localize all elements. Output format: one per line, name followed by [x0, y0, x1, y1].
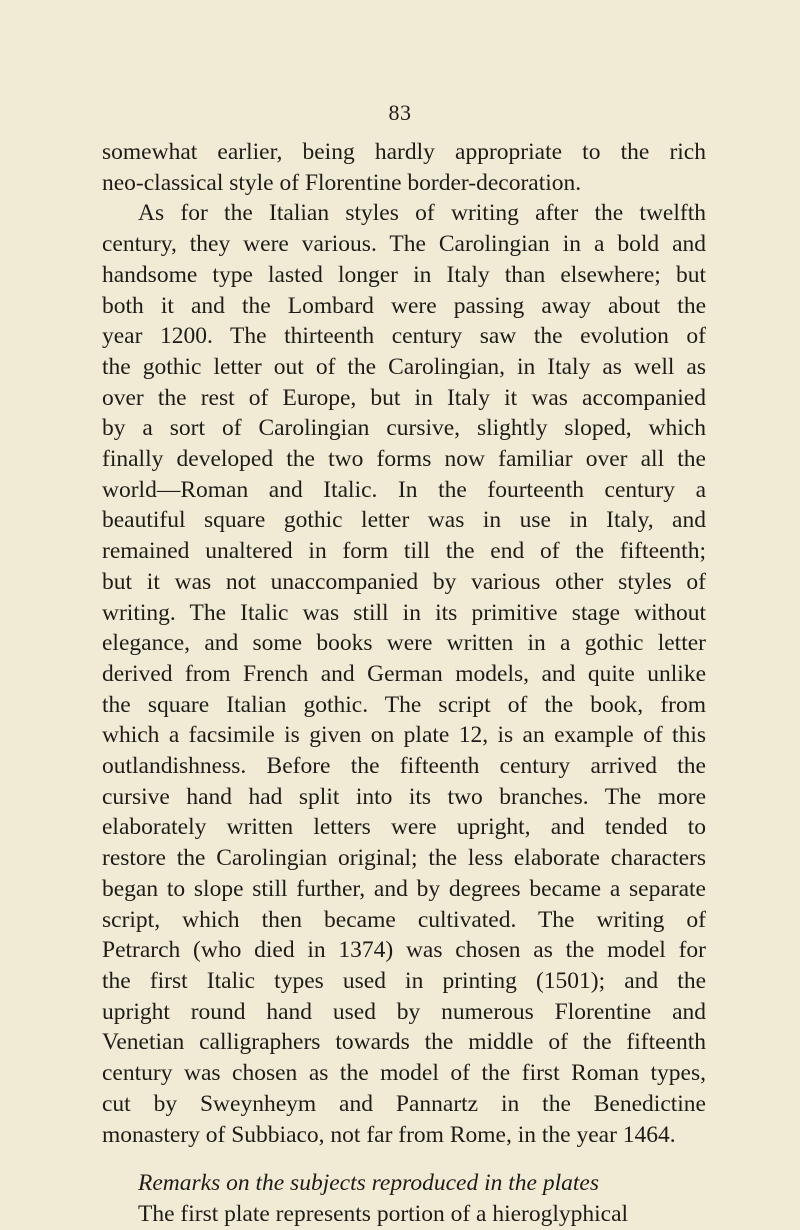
text-line: writing. The Italic was still in its primitive stage without — [102, 599, 706, 626]
text-line: outlandishness. Before the fifteenth century arrived the — [102, 753, 706, 780]
text-line: finally developed the two forms now familiar over all the — [102, 446, 706, 473]
body-text — [102, 137, 706, 1230]
text-line: upright round hand used by numerous Florentine and — [102, 998, 706, 1025]
text-line: by a sort of Carolingian cursive, slightly sloped, which — [102, 415, 706, 442]
text-line: the first Italic types used in printing (1501); and the — [102, 967, 706, 994]
text-line: derived from French and German models, and quite unlike — [102, 660, 706, 687]
text-line: century, they were various. The Carolingian in a bold and — [102, 231, 706, 258]
text-line: handsome type lasted longer in Italy than elsewhere; but — [102, 261, 706, 288]
text-line: Venetian calligraphers towards the middle of the fifteenth — [102, 1029, 706, 1056]
text-line: the gothic letter out of the Carolingian, in Italy as well as — [102, 353, 706, 380]
text-line: neo-classical style of Florentine border-decoration. — [102, 169, 582, 196]
section-heading: Remarks on the subjects reproduced in the plates — [138, 1170, 599, 1197]
text-line: both it and the Lombard were passing away about the — [102, 292, 706, 319]
text-line: script, which then became cultivated. The writing of — [102, 906, 706, 933]
text-line: The first plate represents portion of a hieroglyphical — [138, 1200, 629, 1227]
text-line: remained unaltered in form till the end of the fifteenth; — [102, 538, 706, 565]
text-line: began to slope still further, and by degrees became a separate — [102, 875, 706, 902]
text-line: beautiful square gothic letter was in use in Italy, and — [102, 507, 706, 534]
text-line: year 1200. The thirteenth century saw the evolution of — [102, 323, 706, 350]
text-line: somewhat earlier, being hardly appropriate to the rich — [102, 139, 706, 165]
text-line: over the rest of Europe, but in Italy it was accompanied — [102, 384, 706, 411]
text-line: elegance, and some books were written in a gothic letter — [102, 630, 706, 657]
text-line: cut by Sweynheym and Pannartz in the Benedictine — [102, 1090, 706, 1117]
text-line: As for the Italian styles of writing after the twelfth — [138, 200, 706, 227]
text-line: cursive hand had split into its two branches. The more — [102, 783, 706, 810]
text-line: Petrarch (who died in 1374) was chosen as the model for — [102, 937, 706, 964]
text-line: world—Roman and Italic. In the fourteenth century a — [102, 476, 706, 503]
text-line: which a facsimile is given on plate 12, is an example of this — [102, 722, 706, 749]
text-line: monastery of Subbiaco, not far from Rome, in the year 1464. — [102, 1121, 676, 1148]
text-line: the square Italian gothic. The script of the book, from — [102, 691, 706, 718]
text-line: elaborately written letters were upright, and tended to — [102, 814, 706, 841]
text-line: restore the Carolingian original; the less elaborate characters — [102, 845, 706, 872]
page-number: 83 — [388, 100, 412, 125]
text-line: but it was not unaccompanied by various other styles of — [102, 568, 706, 595]
text-line: century was chosen as the model of the first Roman types, — [102, 1060, 706, 1087]
